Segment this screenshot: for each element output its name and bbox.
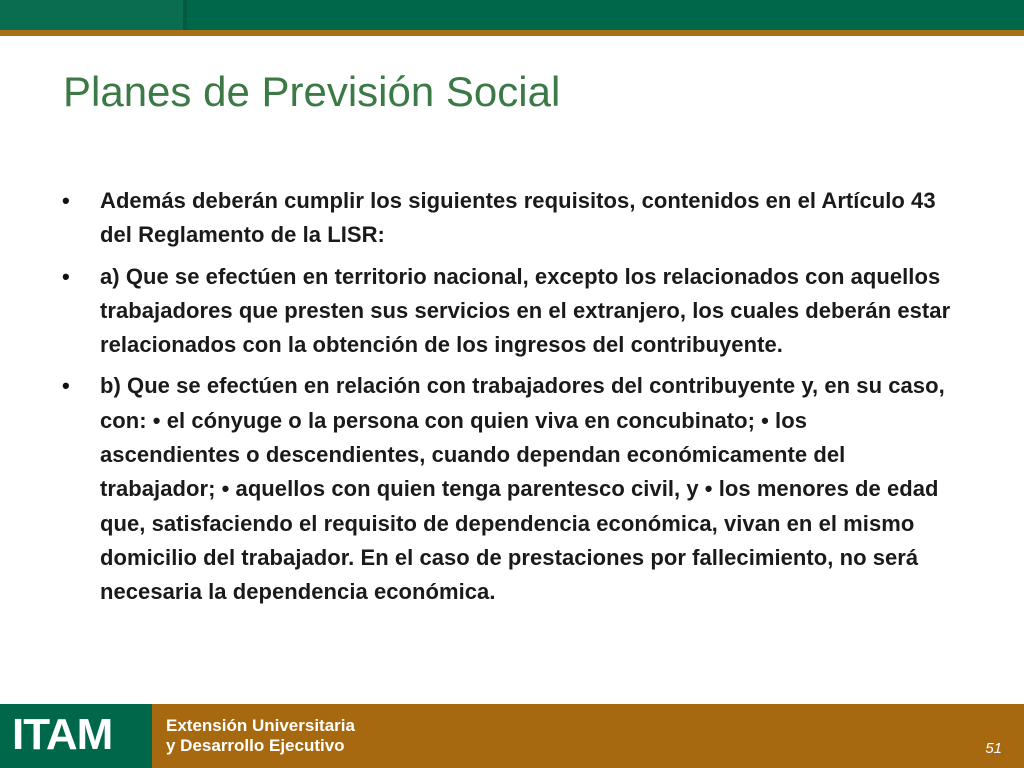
bullet-icon: •	[62, 263, 70, 289]
slide-body	[62, 184, 952, 617]
header-band-segment	[0, 0, 183, 30]
bullet-icon: •	[62, 373, 70, 399]
page-number: 51	[985, 740, 1002, 757]
bullet-icon: •	[62, 188, 70, 213]
bullet-item	[62, 184, 952, 253]
header-band-divider	[183, 0, 187, 30]
header-stripe	[0, 30, 1024, 36]
header-band	[0, 0, 1024, 30]
bullet-text: b) Que se efectúen en relación con trabajadores del contribuyente y, en su caso, con: • el cónyuge o la persona con quien viva en concubinato; • los ascendientes o descendientes, cuando dependan económicamente del trabajador; • aquellos con quien tenga parentesco civil, y • los menores de edad que, satisfaciendo el requisito de dependencia económica, vivan en el mismo domicilio del trabajador. En el caso de prestaciones por fallecimiento, no será necesaria la dependencia económica.	[100, 373, 945, 605]
footer-bar	[0, 704, 1024, 768]
slide-title: Planes de Previsión Social	[63, 68, 561, 116]
bullet-item	[62, 260, 952, 363]
logo-text: ITAM	[12, 710, 113, 759]
bullet-item	[62, 369, 952, 609]
footer-department-line1: Extensión Universitaria	[166, 716, 355, 735]
bullet-text: Además deberán cumplir los siguientes requisitos, contenidos en el Artículo 43 del Reglamento de la LISR:	[100, 188, 936, 248]
bullet-text: a) Que se efectúen en territorio nacional, excepto los relacionados con aquellos trabajadores que presten sus servicios en el extranjero, los cuales deberán estar relacionados con la obtención de los ingresos del contribuyente.	[100, 263, 951, 358]
footer-department-line2: y Desarrollo Ejecutivo	[166, 736, 345, 755]
itam-logo	[0, 704, 152, 768]
